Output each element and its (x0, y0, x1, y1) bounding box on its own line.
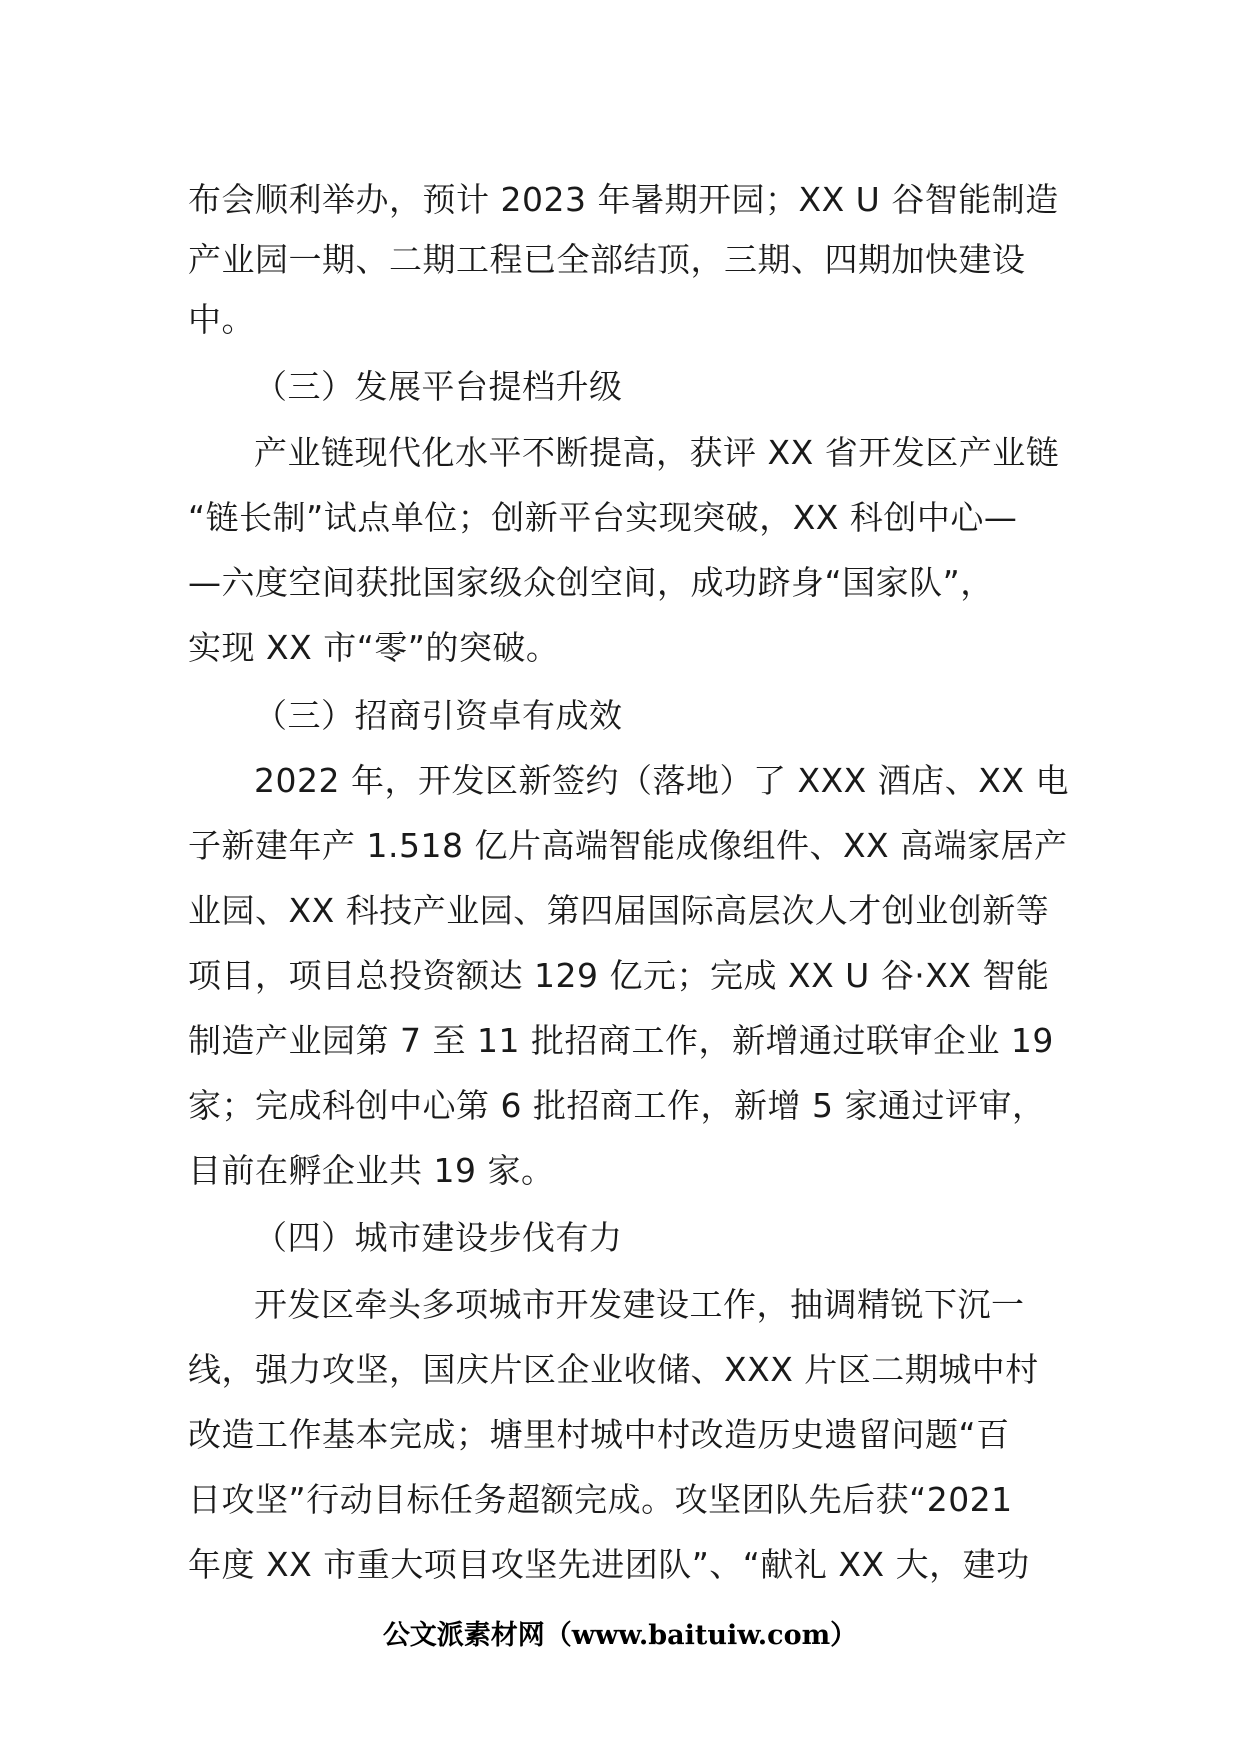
body-text-line: 子新建年产 1.518 亿片高端智能成像组件、XX 高端家居产 (188, 826, 1068, 865)
body-text-line: 产业园一期、二期工程已全部结顶，三期、四期加快建设 (188, 240, 1026, 279)
footer-watermark-text: 公文派素材网（www.baituiw.com） (382, 1620, 858, 1651)
body-text-line: 改造工作基本完成；塘里村城中村改造历史遗留问题“百 (188, 1415, 1010, 1454)
section-heading: （三）发展平台提档升级 (254, 367, 623, 406)
body-text-line: 日攻坚”行动目标任务超额完成。攻坚团队先后获“2021 (188, 1480, 1013, 1519)
body-text-line: 家；完成科创中心第 6 批招商工作，新增 5 家通过评审， (188, 1086, 1046, 1125)
body-text-line: 实现 XX 市“零”的突破。 (188, 628, 560, 667)
paragraph-first-line: 2022 年，开发区新签约（落地）了 XXX 酒店、XX 电 (254, 761, 1069, 800)
body-text-line: 制造产业园第 7 至 11 批招商工作，新增通过联审企业 19 (188, 1021, 1054, 1060)
body-text-line: 布会顺利举办，预计 2023 年暑期开园；XX U 谷智能制造 (188, 180, 1059, 219)
body-text-line: “链长制”试点单位；创新平台实现突破，XX 科创中心— (188, 498, 1018, 537)
section-heading: （三）招商引资卓有成效 (254, 696, 623, 735)
body-text-line: 中。 (188, 300, 255, 339)
body-text-line: 项目，项目总投资额达 129 亿元；完成 XX U 谷·XX 智能 (188, 956, 1050, 995)
body-text-line: 业园、XX 科技产业园、第四届国际高层次人才创业创新等 (188, 891, 1050, 930)
body-text-line: 年度 XX 市重大项目攻坚先进团队”、“献礼 XX 大，建功 (188, 1545, 1030, 1584)
body-text-line: 线，强力攻坚，国庆片区企业收储、XXX 片区二期城中村 (188, 1350, 1039, 1389)
paragraph-first-line: 产业链现代化水平不断提高，获评 XX 省开发区产业链 (254, 433, 1060, 472)
section-heading: （四）城市建设步伐有力 (254, 1218, 623, 1257)
body-text-line: 目前在孵企业共 19 家。 (188, 1151, 555, 1190)
paragraph-first-line: 开发区牵头多项城市开发建设工作，抽调精锐下沉一 (254, 1285, 1025, 1324)
body-text-line: —六度空间获批国家级众创空间，成功跻身“国家队”， (188, 563, 994, 602)
